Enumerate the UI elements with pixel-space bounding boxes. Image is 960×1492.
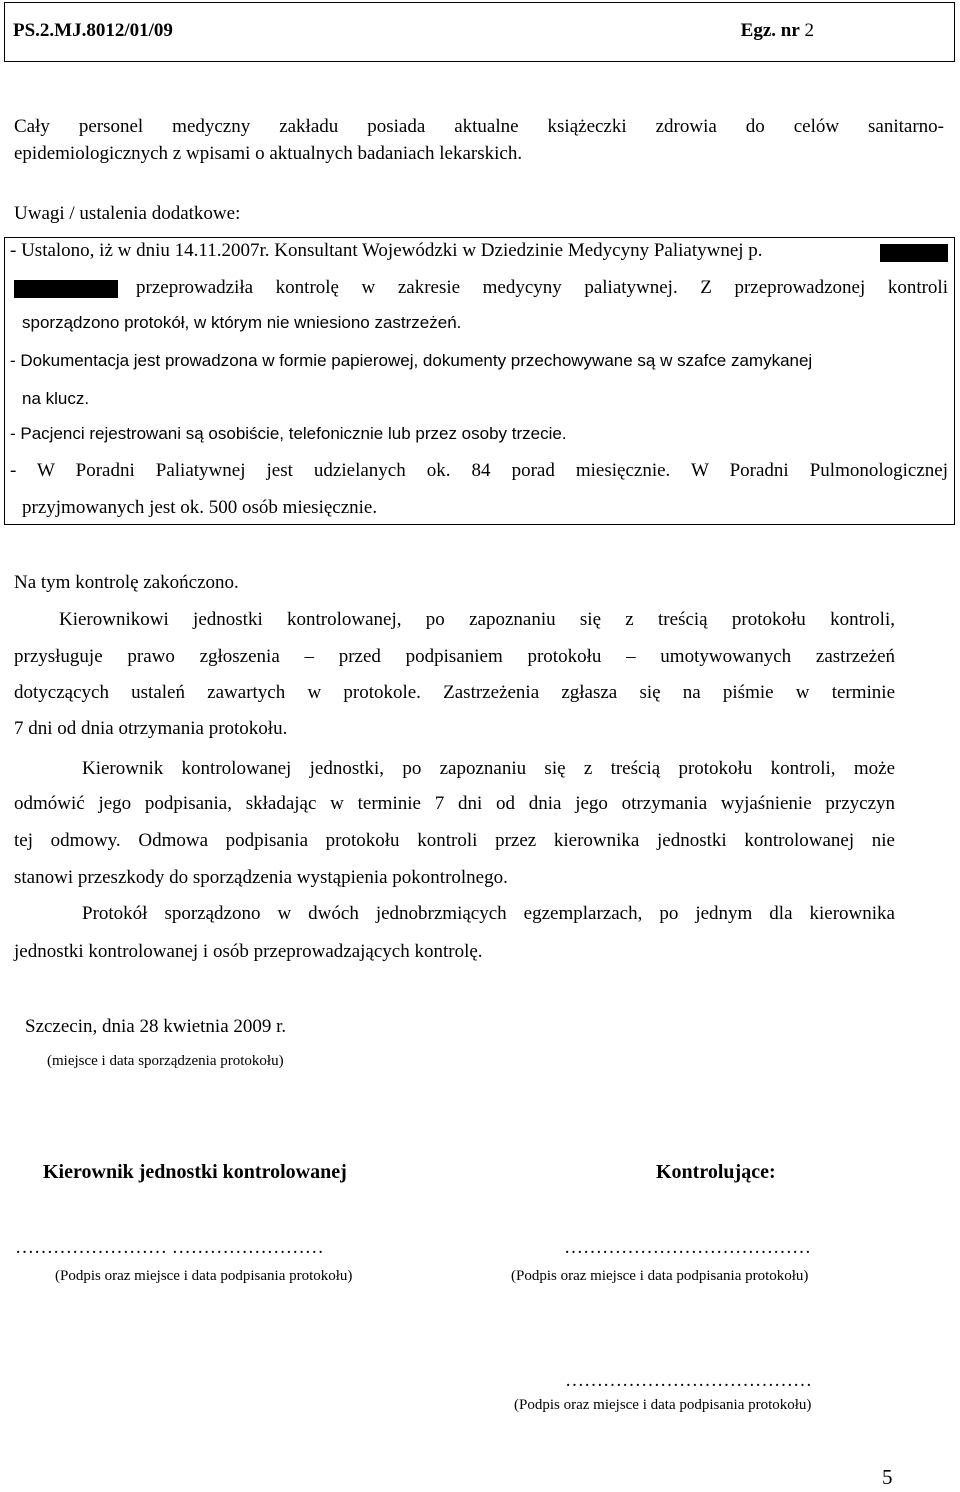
signature-left-title: Kierownik jednostki kontrolowanej <box>43 1161 347 1183</box>
place-date-caption: (miejsce i data sporządzenia protokołu) <box>47 1053 284 1069</box>
place-date: Szczecin, dnia 28 kwietnia 2009 r. <box>25 1016 287 1037</box>
copies-line-2: jednostki kontrolowanej i osób przeprowadzających kontrolę. <box>14 941 483 962</box>
remarks-item-2-cont: na klucz. <box>22 389 90 408</box>
rights-p2-line-1: Kierownik kontrolowanej jednostki, po zapoznaniu się z treścią protokołu kontroli, może <box>82 758 895 779</box>
rights-p2-line-3: tej odmowy. Odmowa podpisania protokołu kontroli przez kierownika jednostki kontrolowanej nie <box>14 830 895 851</box>
signature-caption-right-2: (Podpis oraz miejsce i data podpisania protokołu) <box>514 1397 812 1413</box>
rights-p1-line-4: 7 dni od dnia otrzymania protokołu. <box>14 718 288 739</box>
inspection-ended: Na tym kontrolę zakończono. <box>14 572 239 593</box>
rights-p2-line-4: stanowi przeszkody do sporządzenia wystąpienia pokontrolnego. <box>14 867 508 888</box>
remarks-item-4: - W Poradni Paliatywnej jest udzielanych ok. 84 porad miesięcznie. W Poradni Pulmonologicznej <box>10 460 948 481</box>
rights-p1-line-2: przysługuje prawo zgłoszenia – przed podpisaniem protokołu – umotywowanych zastrzeżeń <box>14 646 895 667</box>
remarks-item-2: - Dokumentacja jest prowadzona w formie papierowej, dokumenty przechowywane są w szafce zamykanej <box>10 351 813 370</box>
remarks-item-1-end: sporządzono protokół, w którym nie wniesiono zastrzeżeń. <box>22 313 462 332</box>
signature-right-title: Kontrolujące: <box>656 1161 776 1183</box>
remarks-item-1: - Ustalono, iż w dniu 14.11.2007r. Konsultant Wojewódzki w Dziedzinie Medycyny Paliatywnej p. <box>10 240 763 261</box>
remarks-item-3: - Pacjenci rejestrowani są osobiście, telefonicznie lub przez osoby trzecie. <box>10 424 567 443</box>
intro-line-1: Cały personel medyczny zakładu posiada aktualne książeczki zdrowia do celów sanitarno- <box>14 116 944 137</box>
redacted-name-part-2 <box>14 280 118 298</box>
redacted-name-part-1 <box>880 244 948 262</box>
copy-number-label: Egz. nr <box>740 20 800 41</box>
signature-caption-left: (Podpis oraz miejsce i data podpisania protokołu) <box>55 1268 353 1284</box>
signature-caption-right-1: (Podpis oraz miejsce i data podpisania protokołu) <box>511 1268 809 1284</box>
signature-line-right-2: ………………………………… <box>565 1370 812 1391</box>
rights-p2-line-2: odmówić jego podpisania, składając w terminie 7 dni od dnia jego otrzymania wyjaśnienie przyczyn <box>14 793 895 814</box>
page-number: 5 <box>882 1465 893 1489</box>
signature-line-left: …………………… …………………… <box>15 1237 324 1258</box>
remarks-item-4-cont: przyjmowanych jest ok. 500 osób miesięcznie. <box>22 497 378 518</box>
document-header <box>4 2 955 62</box>
copies-line-1: Protokół sporządzono w dwóch jednobrzmiących egzemplarzach, po jednym dla kierownika <box>82 903 895 924</box>
copy-number-value: 2 <box>804 20 814 41</box>
document-id: PS.2.MJ.8012/01/09 <box>13 20 173 41</box>
copy-number <box>741 20 814 42</box>
intro-line-2: epidemiologicznych z wpisami o aktualnych badaniach lekarskich. <box>14 143 523 164</box>
remarks-item-1-cont: przeprowadziła kontrolę w zakresie medycyny paliatywnej. Z przeprowadzonej kontroli <box>136 277 948 298</box>
remarks-title: Uwagi / ustalenia dodatkowe: <box>14 203 241 224</box>
rights-p1-line-3: dotyczących ustaleń zawartych w protokole. Zastrzeżenia zgłasza się na piśmie w terminie <box>14 682 895 703</box>
rights-p1-line-1: Kierownikowi jednostki kontrolowanej, po zapoznaniu się z treścią protokołu kontroli, <box>59 609 895 630</box>
signature-line-right-1: ………………………………… <box>564 1237 811 1258</box>
